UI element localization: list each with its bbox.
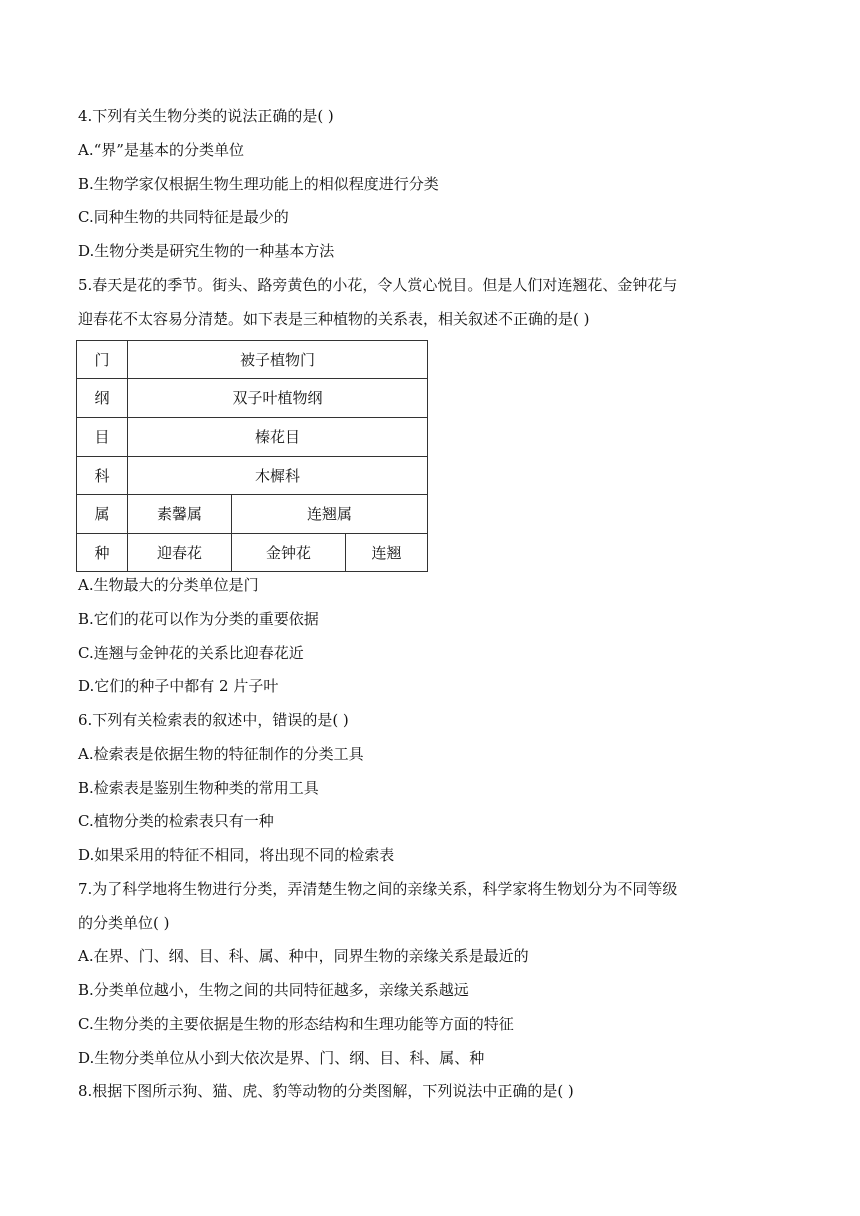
- q6-option-d: D.如果采用的特征不相同，将出现不同的检索表: [78, 846, 395, 864]
- table-row: [77, 341, 428, 379]
- q8-stem: 8.根据下图所示狗、猫、虎、豹等动物的分类图解，下列说法中正确的是( ): [78, 1082, 574, 1100]
- q6-option-a: A.检索表是依据生物的特征制作的分类工具: [78, 745, 364, 763]
- genus-cell: 素馨属: [128, 495, 232, 534]
- q7-stem-line1: 7.为了科学地将生物进行分类，弄清楚生物之间的亲缘关系，科学家将生物划分为不同等级: [78, 880, 678, 898]
- taxonomy-table: [76, 340, 428, 572]
- table-row: [77, 418, 428, 457]
- taxon-cell: 榛花目: [128, 418, 428, 457]
- q4-option-d: D.生物分类是研究生物的一种基本方法: [78, 242, 335, 260]
- q5-option-d: D.它们的种子中都有 2 片子叶: [78, 677, 279, 695]
- rank-cell: 目: [77, 418, 128, 457]
- q6-stem: 6.下列有关检索表的叙述中，错误的是( ): [78, 711, 349, 729]
- q7-option-a: A.在界、门、纲、目、科、属、种中，同界生物的亲缘关系是最近的: [78, 947, 529, 965]
- q5-option-b: B.它们的花可以作为分类的重要依据: [78, 610, 319, 628]
- q5-stem-line1: 5.春天是花的季节。街头、路旁黄色的小花，令人赏心悦目。但是人们对连翘花、金钟花与: [78, 276, 678, 294]
- q5-option-c: C.连翘与金钟花的关系比迎春花近: [78, 644, 304, 662]
- q4-option-a: A.“界”是基本的分类单位: [78, 141, 244, 159]
- q5-stem-line2: 迎春花不太容易分清楚。如下表是三种植物的关系表，相关叙述不正确的是( ): [78, 310, 590, 328]
- rank-cell: 纲: [77, 379, 128, 418]
- table-row: [77, 534, 428, 572]
- taxon-cell: 被子植物门: [128, 341, 428, 379]
- species-cell: 连翘: [346, 534, 428, 572]
- q5-option-a: A.生物最大的分类单位是门: [78, 576, 259, 594]
- rank-cell: 种: [77, 534, 128, 572]
- q4-option-b: B.生物学家仅根据生物生理功能上的相似程度进行分类: [78, 175, 439, 193]
- rank-cell: 科: [77, 457, 128, 495]
- taxon-cell: 木樨科: [128, 457, 428, 495]
- q7-stem-line2: 的分类单位( ): [78, 914, 170, 932]
- q6-option-b: B.检索表是鉴别生物种类的常用工具: [78, 779, 319, 797]
- table-row: [77, 457, 428, 495]
- genus-cell: 连翘属: [232, 495, 428, 534]
- q7-option-d: D.生物分类单位从小到大依次是界、门、纲、目、科、属、种: [78, 1049, 485, 1067]
- rank-cell: 门: [77, 341, 128, 379]
- table-row: [77, 379, 428, 418]
- species-cell: 金钟花: [232, 534, 346, 572]
- table-row: [77, 495, 428, 534]
- q4-option-c: C.同种生物的共同特征是最少的: [78, 208, 289, 226]
- q7-option-c: C.生物分类的主要依据是生物的形态结构和生理功能等方面的特征: [78, 1015, 514, 1033]
- rank-cell: 属: [77, 495, 128, 534]
- taxon-cell: 双子叶植物纲: [128, 379, 428, 418]
- species-cell: 迎春花: [128, 534, 232, 572]
- q6-option-c: C.植物分类的检索表只有一种: [78, 812, 274, 830]
- q7-option-b: B.分类单位越小，生物之间的共同特征越多，亲缘关系越远: [78, 981, 469, 999]
- q4-stem: 4.下列有关生物分类的说法正确的是( ): [78, 107, 334, 125]
